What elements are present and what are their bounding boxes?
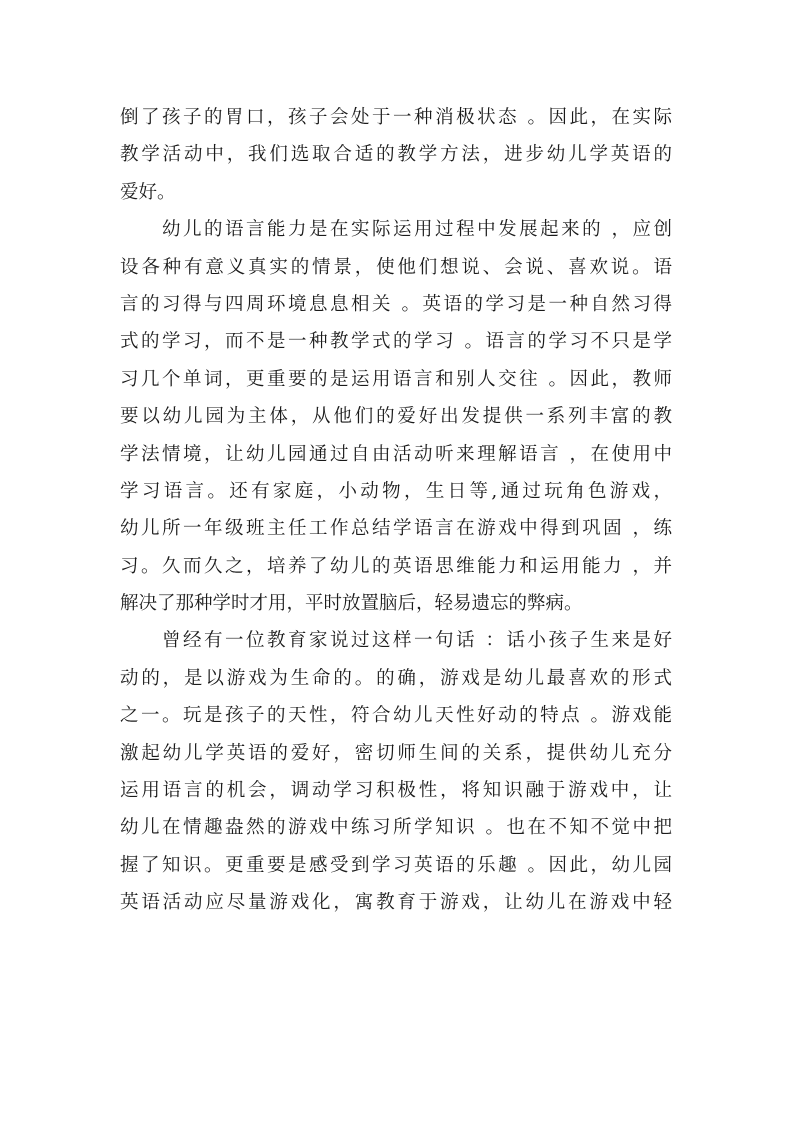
text-line: 倒了孩子的胃口，孩子会处于一种消极状态 。因此，在实际 <box>120 107 672 128</box>
text-line: 幼儿在情趣盎然的游戏中练习所学知识 。也在不知不觉中把 <box>120 817 672 839</box>
text-line: 学习语言。还有家庭，小动物，生日等,通过玩角色游戏， <box>120 480 672 502</box>
body-text <box>120 99 672 922</box>
paragraph-first-line: 幼儿的语言能力是在实际运用过程中发展起来的 ，应创 <box>162 219 672 241</box>
text-line: 解决了那种学时才用，平时放置脑后，轻易遗忘的弊病。 <box>120 593 583 615</box>
text-line: 握了知识。更重要是感受到学习英语的乐趣 。因此，幼儿园 <box>120 854 672 876</box>
text-line: 幼儿所一年级班主任工作总结学语言在游戏中得到巩固 ，练 <box>120 518 672 540</box>
text-line: 言的习得与四周环境息息相关 。英语的学习是一种自然习得 <box>120 293 672 315</box>
text-line: 激起幼儿学英语的爱好，密切师生间的关系，提供幼儿充分 <box>120 742 672 764</box>
text-line: 要以幼儿园为主体，从他们的爱好出发提供一系列丰富的教 <box>120 406 672 428</box>
text-line: 动的，是以游戏为生命的。的确，游戏是幼儿最喜欢的形式 <box>120 667 672 689</box>
text-line: 英语活动应尽量游戏化，寓教育于游戏，让幼儿在游戏中轻 <box>120 892 672 914</box>
text-line: 式的学习，而不是一种教学式的学习 。语言的学习不只是学 <box>120 331 672 353</box>
text-line: 之一。玩是孩子的天性，符合幼儿天性好动的特点 。游戏能 <box>120 705 672 727</box>
text-line: 学法情境，让幼儿园通过自由活动听来理解语言 ，在使用中 <box>120 443 672 465</box>
paragraph-first-line: 曾经有一位教育家说过这样一句话 ：话小孩子生来是好 <box>162 630 672 652</box>
text-line: 运用语言的机会，调动学习积极性，将知识融于游戏中，让 <box>120 780 672 802</box>
text-line: 教学活动中，我们选取合适的教学方法，进步幼儿学英语的 <box>120 144 672 166</box>
text-line: 习几个单词，更重要的是运用语言和别人交往 。因此，教师 <box>120 368 672 390</box>
text-line: 设各种有意义真实的情景，使他们想说、会说、喜欢说。语 <box>120 256 672 278</box>
text-line: 习。久而久之，培养了幼儿的英语思维能力和运用能力 ，并 <box>120 555 672 577</box>
text-line: 爱好。 <box>120 181 176 203</box>
